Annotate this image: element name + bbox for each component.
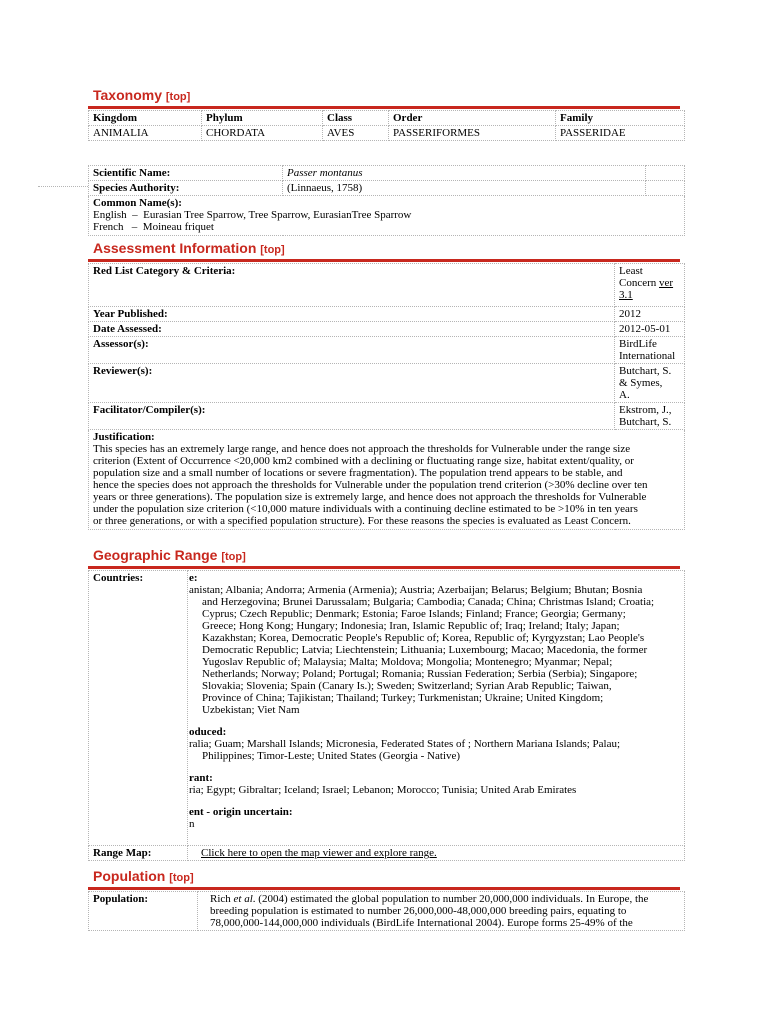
population-top-link[interactable]: [top]: [169, 872, 194, 884]
red-list-row: [89, 264, 685, 307]
vagrant-heading: rant:: [189, 772, 213, 784]
range-map-cell: [188, 846, 685, 861]
red-list-value-line: Least: [619, 265, 643, 277]
taxonomy-title: [93, 87, 190, 103]
country-line: n: [189, 818, 195, 830]
geo-title: [93, 547, 246, 563]
assessment-title-text: Assessment Information: [93, 240, 257, 256]
justification-line: or three generations, or with a specified population structure). For these reasons the species is evaluated as Least Concern.: [93, 515, 631, 527]
date-value: 2012-05-01: [615, 322, 685, 337]
assessor-line: International: [619, 350, 676, 362]
population-title: [93, 868, 194, 884]
assessor-row: [89, 337, 685, 364]
facilitator-line: Butchart, S.: [619, 416, 672, 428]
date-row: [89, 322, 685, 337]
justification-line: population size and a small number of locations or severe fragmentation). The population trend appears to be stable, and: [93, 467, 623, 479]
common-names-label: Common Name(s):: [93, 197, 182, 209]
country-line: Slovakia; Slovenia; Spain (Canary Is.); Sweden; Switzerland; Syrian Arab Republic; Taiwan,: [202, 680, 612, 692]
range-map-link[interactable]: Click here to open the map viewer and explore range.: [201, 847, 437, 859]
geo-title-text: Geographic Range: [93, 547, 218, 563]
facilitator-line: Ekstrom, J.,: [619, 404, 672, 416]
taxonomy-rule: [88, 106, 680, 109]
reviewer-label: Reviewer(s):: [89, 364, 615, 403]
reviewer-line: A.: [619, 389, 630, 401]
country-line: ralia; Guam; Marshall Islands; Micronesia, Federated States of ; Northern Mariana Islands; Palau;: [189, 738, 621, 750]
kingdom-header: Kingdom: [89, 111, 202, 126]
common-names-cell: [89, 196, 685, 236]
country-line: Yugoslav Republic of; Malaysia; Malta; Moldova; Mongolia; Montenegro; Myanmar; Nepal;: [202, 656, 613, 668]
country-line: Netherlands; Norway; Poland; Portugal; Romania; Russian Federation; Serbia (Serbia); Singapore;: [202, 668, 638, 680]
taxonomy-header-row: [89, 111, 685, 126]
common-names-row: [89, 196, 685, 236]
country-line: Province of China; Tajikistan; Thailand; Turkey; Turkmenistan; Ukraine; United Kingdom;: [202, 692, 604, 704]
scientific-name-row: [89, 166, 685, 181]
reviewer-line: & Symes,: [619, 377, 663, 389]
stray-dotted-line: [38, 186, 88, 187]
countries-row: [89, 571, 685, 846]
phylum-value: CHORDATA: [202, 126, 323, 141]
red-list-category: Concern: [619, 277, 657, 289]
taxonomy-value-row: [89, 126, 685, 141]
country-line: ria; Egypt; Gibraltar; Iceland; Israel; Lebanon; Morocco; Tunisia; United Arab Emirates: [189, 784, 577, 796]
population-title-text: Population: [93, 868, 166, 884]
taxonomy-table: [88, 110, 685, 141]
class-value: AVES: [323, 126, 389, 141]
assessor-value: [615, 337, 685, 364]
common-name-values: Eurasian Tree Sparrow, Tree Sparrow, EurasianTree Sparrow: [143, 209, 412, 221]
population-table: [88, 891, 685, 931]
range-map-row: [89, 846, 685, 861]
introduced-heading: oduced:: [189, 726, 227, 738]
family-header: Family: [556, 111, 685, 126]
country-line: Greece; Hong Kong; Hungary; Indonesia; Iran, Islamic Republic of; Iraq; Ireland; Italy; Japan;: [202, 620, 620, 632]
assessment-title: [93, 240, 285, 256]
class-header: Class: [323, 111, 389, 126]
assessor-label: Assessor(s):: [89, 337, 615, 364]
country-line: Democratic Republic; Latvia; Liechtenstein; Lithuania; Luxembourg; Macao; Macedonia, the former: [202, 644, 648, 656]
range-map-label: Range Map:: [89, 846, 188, 861]
scientific-name-spacer: [646, 166, 685, 181]
uncertain-heading: ent - origin uncertain:: [189, 806, 293, 818]
country-line: Uzbekistan; Viet Nam: [202, 704, 300, 716]
population-text: Rich: [210, 893, 234, 905]
common-name-lang: French: [93, 221, 124, 233]
common-name-english: [93, 209, 680, 221]
justification-label: Justification:: [93, 431, 155, 443]
scientific-name-label: Scientific Name:: [89, 166, 283, 181]
common-name-lang: English: [93, 209, 127, 221]
authority-row: [89, 181, 685, 196]
red-list-label: Red List Category & Criteria:: [89, 264, 615, 307]
facilitator-value: [615, 403, 685, 430]
justification-line: criterion (Extent of Occurrence <20,000 km2 combined with a declining or fluctuating range size, habitat extent/quality, or: [93, 455, 634, 467]
geo-rule: [88, 566, 680, 569]
countries-label: Countries:: [89, 571, 188, 846]
year-row: [89, 307, 685, 322]
native-heading: e:: [189, 572, 198, 584]
geo-table: [88, 570, 685, 861]
taxonomy-top-link[interactable]: [top]: [165, 91, 191, 103]
country-line: Kazakhstan; Korea, Democratic People's Republic of; Korea, Republic of; Kyrgyzstan; Lao People's: [202, 632, 645, 644]
geo-top-link[interactable]: [top]: [221, 551, 246, 563]
justification-line: hence the species does not approach the thresholds for Vulnerable under the population trend criterion (>30% decline over ten: [93, 479, 648, 491]
authority-spacer: [646, 181, 685, 196]
phylum-header: Phylum: [202, 111, 323, 126]
version-link[interactable]: 3.1: [619, 289, 633, 301]
facilitator-label: Facilitator/Compiler(s):: [89, 403, 615, 430]
assessment-rule: [88, 259, 680, 262]
year-label: Year Published:: [89, 307, 615, 322]
population-value: [198, 892, 685, 931]
family-value: PASSERIDAE: [556, 126, 685, 141]
authority-value: (Linnaeus, 1758): [283, 181, 646, 196]
population-line: breeding population is estimated to number 26,000,000-48,000,000 breeding pairs, equating to: [210, 905, 627, 917]
version-link[interactable]: ver: [659, 277, 674, 289]
kingdom-value: ANIMALIA: [89, 126, 202, 141]
population-label: Population:: [89, 892, 198, 931]
reviewer-value: [615, 364, 685, 403]
country-line: anistan; Albania; Andorra; Armenia (Armenia); Austria; Azerbaijan; Belarus; Belgium; Bhutan; Bosnia: [189, 584, 643, 596]
population-text: . (2004) estimated the global population to number 20,000,000 individuals. In Europe, the: [252, 893, 649, 905]
taxonomy-title-text: Taxonomy: [93, 87, 162, 103]
justification-line: This species has an extremely large range, and hence does not approach the thresholds for Vulnerable under the range size: [93, 443, 631, 455]
red-list-value-line: [619, 277, 680, 289]
species-table: [88, 165, 685, 236]
order-value: PASSERIFORMES: [389, 126, 556, 141]
red-list-value: [615, 264, 685, 307]
common-name-values: Moineau friquet: [142, 221, 214, 233]
assessment-top-link[interactable]: [top]: [260, 244, 285, 256]
justification-line: years or three generations). The population size is extremely large, and hence does not approach the thresholds for Vulnerable: [93, 491, 647, 503]
justification-cell: [89, 430, 685, 530]
order-header: Order: [389, 111, 556, 126]
country-line: and Herzegovina; Brunei Darussalam; Bulgaria; Cambodia; Canada; China; Christmas Island; Croatia;: [202, 596, 655, 608]
authority-label: Species Authority:: [89, 181, 283, 196]
population-rule: [88, 887, 680, 890]
scientific-name-value: Passer montanus: [283, 166, 646, 181]
year-value: 2012: [615, 307, 685, 322]
population-line: [210, 893, 680, 905]
countries-value: [188, 571, 685, 846]
assessment-table: [88, 263, 685, 530]
facilitator-row: [89, 403, 685, 430]
common-name-dash: –: [132, 209, 138, 221]
justification-row: [89, 430, 685, 530]
reviewer-line: Butchart, S.: [619, 365, 672, 377]
population-row: [89, 892, 685, 931]
reviewer-row: [89, 364, 685, 403]
common-name-dash: –: [131, 221, 138, 233]
population-etal: et al: [233, 893, 253, 905]
population-line: 78,000,000-144,000,000 individuals (BirdLife International 2004). Europe forms 25-49% of the: [210, 917, 633, 929]
assessor-line: BirdLife: [619, 338, 657, 350]
date-label: Date Assessed:: [89, 322, 615, 337]
justification-line: under the population size criterion (<10,000 mature individuals with a continuing decline estimated to be >10% in ten years: [93, 503, 638, 515]
country-line: Philippines; Timor-Leste; United States (Georgia - Native): [202, 750, 461, 762]
common-name-french: [93, 221, 680, 233]
country-line: Cyprus; Czech Republic; Denmark; Estonia; Faroe Islands; Finland; France; Georgia; Germany;: [202, 608, 626, 620]
